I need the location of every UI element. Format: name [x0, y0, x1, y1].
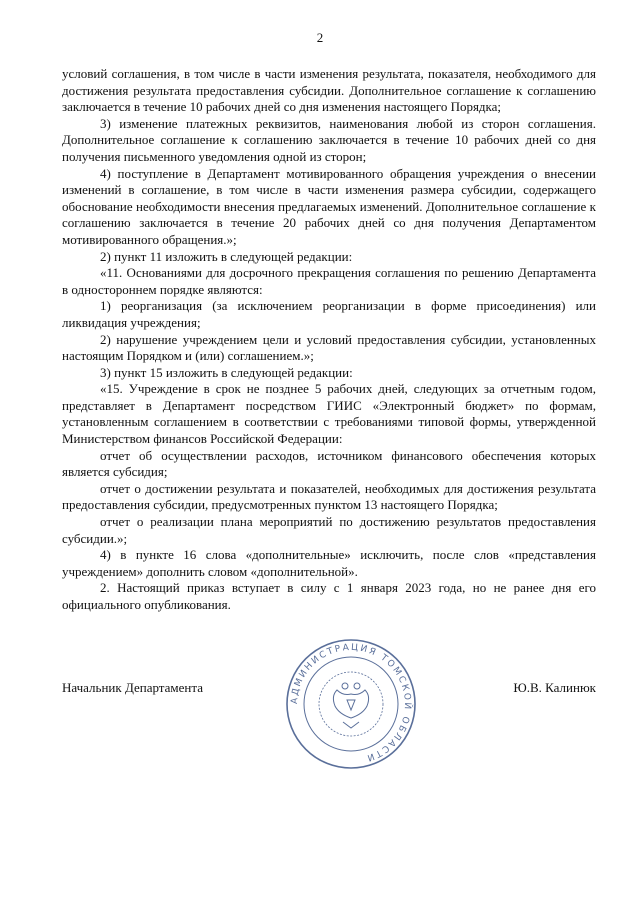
seal-inner-ring: [304, 657, 398, 751]
paragraph: 1) реорганизация (за исключением реорганизации в форме присоединения) или ликвидация учреждения;: [62, 298, 596, 330]
page-number: 2: [316, 30, 324, 45]
paragraph: отчет о достижении результата и показателей, необходимых для достижения результата предоставления субсидии, предусмотренных пунктом 13 настоящего Порядка;: [62, 480, 596, 513]
seal-outer-ring: [287, 640, 415, 768]
paragraph: «15. Учреждение в срок не позднее 5 рабочих дней, следующих за отчетным годом, представляет в Департамент посредством ГИИС «Электронный бюджет» по формам, установленным соглашением в соответствии с требованиями типовой формы, утвержденной Министерством финансов Российской Федерации:: [62, 381, 596, 447]
document-body: [62, 66, 596, 614]
paragraph: 4) поступление в Департамент мотивированного обращения учреждения о внесении изменений в соглашение, в том числе в части изменения размера субсидии, содержащего обоснование необходимости внесения предлагаемых изменений. Дополнительное соглашение к соглашению заключается в течение 20 рабочих дней со дня получения Департаментом мотивированного обращения.»;: [62, 165, 596, 247]
signer-position: Начальник Департамента: [62, 680, 203, 695]
paragraph: 2) нарушение учреждением цели и условий предоставления субсидии, установленных настоящим Порядком и (или) соглашением.»;: [62, 331, 596, 364]
signer-name: Ю.В. Калинюк: [513, 680, 596, 695]
paragraph: условий соглашения, в том числе в части изменения результата, показателя, необходимого для достижения результата предоставления субсидии. Дополнительное соглашение к соглашению заключается в течение 10 рабочих дней со дня изменения настоящего Порядка;: [62, 66, 596, 115]
paragraph: отчет о реализации плана мероприятий по достижению результатов предоставления субсидии.»;: [62, 514, 596, 546]
coat-of-arms-icon: [333, 683, 368, 728]
paragraph: 2) пункт 11 изложить в следующей редакции:: [100, 248, 353, 264]
paragraph: 4) в пункте 16 слова «дополнительные» исключить, после слов «представления учреждением» дополнить словом «дополнительной».: [62, 547, 596, 579]
paragraph: 2. Настоящий приказ вступает в силу с 1 января 2023 года, но не ранее дня его официального опубликования.: [62, 580, 596, 612]
paragraph: отчет об осуществлении расходов, источником финансового обеспечения которых является субсидия;: [62, 447, 596, 480]
paragraph: 3) изменение платежных реквизитов, наименования любой из сторон соглашения. Дополнительное соглашение к соглашению заключается в течение 10 рабочих дней со дня получения письменного уведомления одной из сторон;: [62, 115, 596, 164]
seal-ring-text: АДМИНИСТРАЦИЯ ТОМСКОЙ ОБЛАСТИ: [289, 642, 413, 763]
paragraph: «11. Основаниями для досрочного прекращения соглашения по решению Департамента в одностороннем порядке являются:: [62, 265, 596, 297]
paragraph: 3) пункт 15 изложить в следующей редакции:: [100, 364, 353, 380]
official-seal: [285, 638, 417, 770]
seal-core-ring: [319, 672, 383, 736]
